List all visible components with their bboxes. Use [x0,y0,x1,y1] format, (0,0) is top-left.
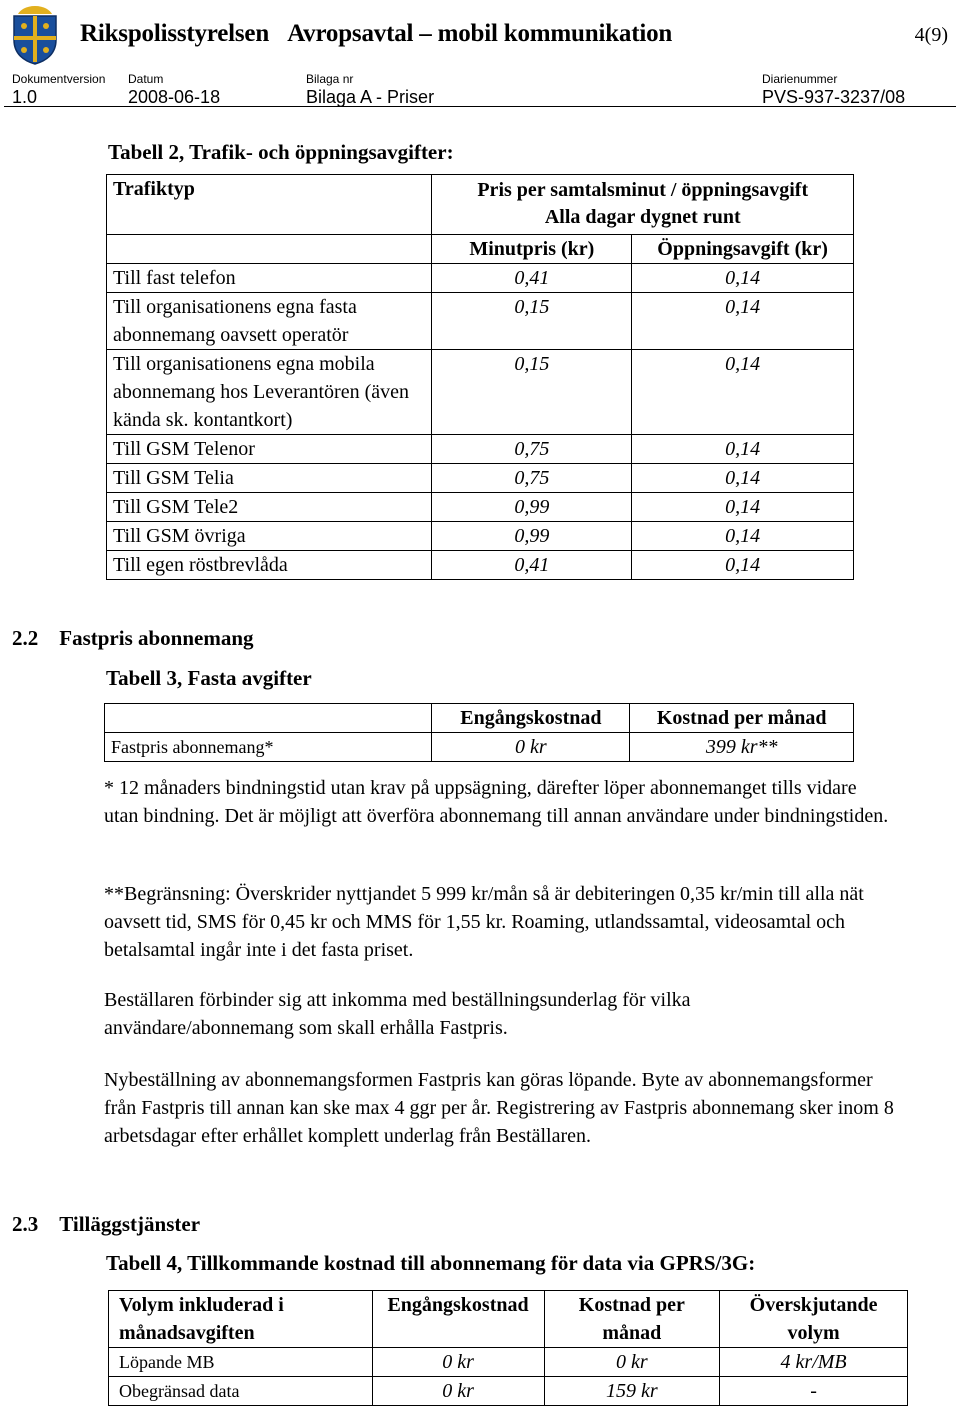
meta-label-diary: Diarienummer [762,72,838,86]
monthly-cost-cell: 0 kr [544,1348,720,1377]
price-group-line1: Pris per samtalsminut / öppningsavgift [477,179,809,201]
fixed-fees-table [104,703,854,762]
footnote-binding-period: * 12 månaders bindningstid utan krav på uppsägning, därefter löper abonnemanget tills vidare utan bindning. Det är möjligt att överföra abonnemang till annan användare under bindningstiden. [104,777,889,827]
one-time-cost-cell: 0 kr [432,733,630,762]
col-header-monthly-cost: Kostnad per månad [630,704,854,733]
table-row [107,522,854,551]
col-header-one-time-cost: Engångskostnad [372,1291,544,1348]
col-header-monthly-cost: Kostnad per månad [544,1291,720,1348]
table-row [107,293,854,350]
traffic-type-cell: Till GSM Tele2 [107,493,432,522]
col-header-opening-fee: Öppningsavgift (kr) [632,235,854,264]
table-row [109,1348,908,1377]
opening-fee-cell: 0,14 [632,293,854,350]
price-group-line2: Alla dagar dygnet runt [544,206,741,228]
empty-cell [107,235,432,264]
col-header-volume: Volym inkluderad i månadsavgiften [109,1291,373,1348]
police-crest-logo [8,4,62,66]
table2-title: Tabell 2, Trafik- och öppningsavgifter: [108,140,454,164]
col-header-traffic-type: Trafiktyp [107,175,432,235]
subscription-label-cell: Fastpris abonnemang* [105,733,432,762]
col-header-price-group [432,175,854,235]
traffic-type-cell: Till egen röstbrevlåda [107,551,432,580]
meta-label-version: Dokumentversion [12,72,106,86]
minute-price-cell: 0,99 [432,493,632,522]
table-row [105,733,854,762]
table4-title: Tabell 4, Tillkommande kostnad till abonnemang för data via GPRS/3G: [106,1251,756,1275]
opening-fee-cell: 0,14 [632,522,854,551]
table-row [107,464,854,493]
one-time-cost-cell: 0 kr [372,1377,544,1406]
meta-label-appendix: Bilaga nr [306,72,354,86]
opening-fee-cell: 0,14 [632,493,854,522]
col-header-one-time-cost: Engångskostnad [432,704,630,733]
volume-cell: Obegränsad data [109,1377,373,1406]
col-header-minute-price: Minutpris (kr) [432,235,632,264]
minute-price-cell: 0,75 [432,435,632,464]
section-heading-2-2: 2.2 Fastpris abonnemang [12,626,254,650]
minute-price-cell: 0,75 [432,464,632,493]
table-row [109,1377,908,1406]
traffic-fees-table [106,174,854,580]
footnote-limitation: **Begränsning: Överskrider nyttjandet 5 999 kr/mån så är debiteringen 0,35 kr/min till alla nät oavsett tid, SMS för 0,45 kr och MMS för 1,55 kr. Roaming, utlandssamtal, videosamtal och betalsamtal ingår inte i det fasta priset. [104,883,864,961]
meta-label-date: Datum [128,72,164,86]
empty-cell [105,704,432,733]
table-row [107,264,854,293]
opening-fee-cell: 0,14 [632,350,854,435]
col-header-excess-volume: Överskjutande volym [720,1291,908,1348]
excess-volume-cell: 4 kr/MB [720,1348,908,1377]
traffic-type-cell: Till organisationens egna mobila abonnemang hos Leverantören (även kända sk. kontantkort) [107,350,432,435]
minute-price-cell: 0,15 [432,293,632,350]
opening-fee-cell: 0,14 [632,435,854,464]
volume-cell: Löpande MB [109,1348,373,1377]
meta-value-version: 1.0 [12,87,38,107]
table-row [107,350,854,435]
paragraph-ordering-rules: Nybeställning av abonnemangsformen Fastpris kan göras löpande. Byte av abonnemangsformer från Fastpris till annan kan ske max 4 ggr per år. Registrering av Fastpris abonnemang sker inom 8 arbetsdagar efter erhållet komplett underlag från Beställaren. [104,1069,894,1147]
table3-title: Tabell 3, Fasta avgifter [106,666,312,690]
opening-fee-cell: 0,14 [632,551,854,580]
monthly-cost-cell: 399 kr** [630,733,854,762]
organization-name: Rikspolisstyrelsen [80,20,270,47]
opening-fee-cell: 0,14 [632,264,854,293]
meta-value-appendix: Bilaga A - Priser [306,87,435,107]
data-addon-table [108,1290,908,1406]
traffic-type-cell: Till organisationens egna fasta abonnemang oavsett operatör [107,293,432,350]
one-time-cost-cell: 0 kr [372,1348,544,1377]
excess-volume-cell: - [720,1377,908,1406]
table-row [107,551,854,580]
minute-price-cell: 0,15 [432,350,632,435]
meta-value-diary: PVS-937-3237/08 [762,87,906,107]
paragraph-order-basis: Beställaren förbinder sig att inkomma med beställningsunderlag för vilka användare/abonnemang som skall erhålla Fastpris. [104,989,691,1039]
minute-price-cell: 0,99 [432,522,632,551]
traffic-type-cell: Till GSM övriga [107,522,432,551]
header-divider [4,106,956,107]
meta-value-date: 2008-06-18 [128,87,221,107]
minute-price-cell: 0,41 [432,264,632,293]
table-row [107,435,854,464]
section-heading-2-3: 2.3 Tilläggstjänster [12,1212,201,1236]
traffic-type-cell: Till fast telefon [107,264,432,293]
page-number: 4(9) [914,24,948,46]
traffic-type-cell: Till GSM Telenor [107,435,432,464]
document-title: Avropsavtal – mobil kommunikation [287,20,673,47]
opening-fee-cell: 0,14 [632,464,854,493]
minute-price-cell: 0,41 [432,551,632,580]
traffic-type-cell: Till GSM Telia [107,464,432,493]
monthly-cost-cell: 159 kr [544,1377,720,1406]
table-row [107,493,854,522]
document-header-title [80,20,672,48]
